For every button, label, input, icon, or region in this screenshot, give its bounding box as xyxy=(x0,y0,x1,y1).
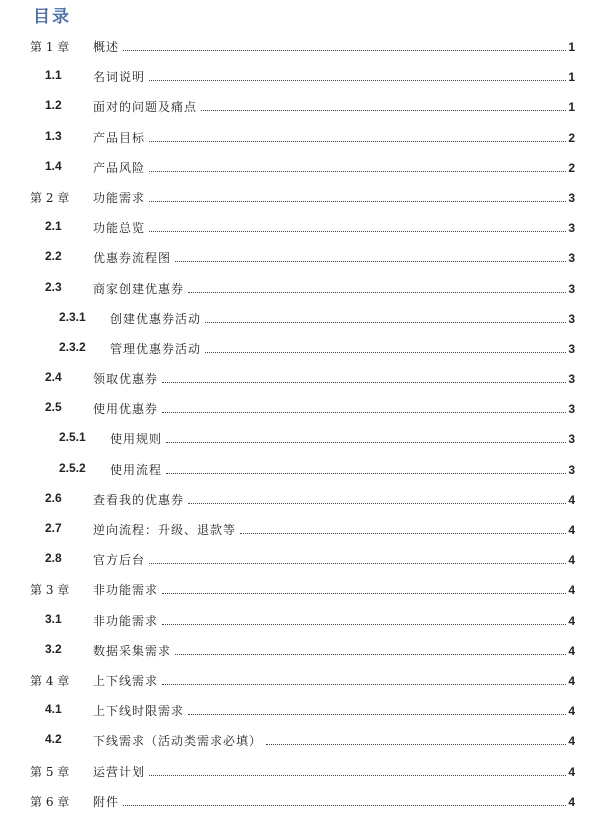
toc-entry-number: 2.5.2 xyxy=(59,460,86,475)
dot-leader xyxy=(149,170,566,172)
toc-entry-page-number: 4 xyxy=(568,523,575,537)
toc-entry-title[interactable]: 创建优惠券活动 xyxy=(110,311,202,326)
dot-leader xyxy=(149,200,566,202)
toc-entry-chapter[interactable] xyxy=(0,786,600,816)
toc-entry-line xyxy=(93,551,575,568)
toc-entry-section[interactable] xyxy=(0,363,600,393)
toc-entry-page-number: 3 xyxy=(568,311,575,326)
toc-entry-line xyxy=(93,612,575,629)
toc-entry-section[interactable] xyxy=(0,152,600,182)
toc-entry-section[interactable] xyxy=(0,91,600,121)
toc-entry-line xyxy=(93,521,575,538)
toc-entry-number: 第 6 章 xyxy=(30,794,70,809)
toc-entry-number: 2.3.1 xyxy=(59,309,86,324)
toc-entry-section[interactable] xyxy=(0,695,600,725)
toc-entry-line xyxy=(110,340,575,357)
toc-entry-line xyxy=(93,159,575,176)
toc-entry-page-number: 3 xyxy=(568,221,575,236)
dot-leader xyxy=(149,230,566,232)
toc-entry-section[interactable] xyxy=(0,605,600,635)
toc-entry-number: 第 4 章 xyxy=(30,673,70,688)
toc-entry-page-number: 3 xyxy=(568,251,575,266)
toc-entry-title[interactable]: 产品风险 xyxy=(93,160,146,175)
toc-entry-number: 2.7 xyxy=(45,521,62,535)
toc-entry-line xyxy=(93,249,575,266)
toc-entry-section[interactable] xyxy=(0,393,600,423)
toc-entry-line xyxy=(93,189,575,206)
toc-entry-number: 1.2 xyxy=(45,98,62,113)
toc-entry-page-number: 4 xyxy=(568,583,575,598)
toc-entry-section[interactable] xyxy=(0,212,600,242)
toc-entry-page-number: 1 xyxy=(568,70,575,85)
toc-entry-page-number: 4 xyxy=(568,673,575,688)
toc-entry-page-number: 4 xyxy=(568,764,575,779)
toc-entry-chapter[interactable] xyxy=(0,31,600,61)
toc-entry-page-number: 2 xyxy=(568,130,575,145)
toc-entry-title[interactable]: 使用优惠券 xyxy=(93,402,159,417)
toc-entry-line xyxy=(93,370,575,387)
dot-leader xyxy=(149,774,566,776)
dot-leader xyxy=(175,260,566,262)
toc-entry-page-number: 3 xyxy=(568,432,575,447)
toc-entry-section[interactable] xyxy=(0,725,600,755)
dot-leader xyxy=(149,140,566,142)
toc-entry-title[interactable]: 非功能需求 xyxy=(93,613,159,628)
toc-entry-title[interactable]: 名词说明 xyxy=(93,70,146,85)
toc-entry-line xyxy=(110,310,575,327)
toc-entry-title[interactable]: 优惠券流程图 xyxy=(93,251,172,266)
toc-entry-page-number: 3 xyxy=(568,372,575,387)
toc-entry-title[interactable]: 查看我的优惠券 xyxy=(93,492,185,507)
toc-entry-line xyxy=(110,461,575,478)
toc-entry-section[interactable] xyxy=(0,61,600,91)
toc-entry-line xyxy=(93,400,575,417)
toc-entry-section[interactable] xyxy=(0,273,600,303)
toc-entry-page-number: 2 xyxy=(568,160,575,175)
toc-entry-title[interactable]: 使用规则 xyxy=(110,432,163,447)
toc-entry-chapter[interactable] xyxy=(0,182,600,212)
toc-entry-chapter[interactable] xyxy=(0,756,600,786)
dot-leader xyxy=(266,743,566,745)
toc-entry-number: 1.1 xyxy=(45,68,62,83)
toc-entry-page-number: 1 xyxy=(568,40,575,54)
toc-entry-title[interactable]: 面对的问题及痛点 xyxy=(93,100,198,115)
table-of-contents xyxy=(0,31,600,816)
dot-leader xyxy=(123,49,566,51)
dot-leader xyxy=(162,623,566,625)
toc-entry-title[interactable]: 领取优惠券 xyxy=(93,372,159,387)
toc-entry-number: 2.6 xyxy=(45,490,62,505)
toc-entry-line xyxy=(93,581,575,598)
toc-entry-title[interactable]: 非功能需求 xyxy=(93,583,159,598)
toc-entry-title[interactable]: 上下线时限需求 xyxy=(93,704,185,719)
toc-entry-page-number: 3 xyxy=(568,281,575,296)
toc-entry-title[interactable]: 概述 xyxy=(93,40,120,54)
toc-entry-title[interactable]: 功能需求 xyxy=(93,190,146,205)
toc-entry-page-number: 4 xyxy=(568,734,575,749)
toc-entry-number: 4.2 xyxy=(45,732,62,747)
toc-entry-line xyxy=(93,98,575,115)
toc-entry-line xyxy=(93,491,575,508)
toc-entry-title[interactable]: 管理优惠券活动 xyxy=(110,341,202,356)
toc-entry-subsection[interactable] xyxy=(0,333,600,363)
toc-entry-line xyxy=(93,129,575,146)
dot-leader xyxy=(149,562,566,564)
toc-entry-number: 第 2 章 xyxy=(30,190,70,205)
toc-entry-number: 第 5 章 xyxy=(30,764,70,779)
toc-entry-number: 1.3 xyxy=(45,128,62,143)
toc-entry-section[interactable] xyxy=(0,484,600,514)
toc-entry-page-number: 3 xyxy=(568,341,575,356)
toc-entry-section[interactable] xyxy=(0,122,600,152)
toc-entry-number: 2.5.1 xyxy=(59,430,86,445)
toc-entry-number: 2.3.2 xyxy=(59,339,86,354)
toc-entry-title[interactable]: 逆向流程：升级、退款等 xyxy=(93,523,237,537)
toc-entry-title[interactable]: 数据采集需求 xyxy=(93,643,172,658)
toc-entry-page-number: 1 xyxy=(568,100,575,115)
toc-entry-title[interactable]: 产品目标 xyxy=(93,130,146,145)
dot-leader xyxy=(123,804,566,806)
toc-entry-line xyxy=(93,642,575,659)
dot-leader xyxy=(162,683,566,685)
dot-leader xyxy=(240,532,566,534)
toc-entry-line xyxy=(93,702,575,719)
toc-entry-line xyxy=(93,38,575,55)
dot-leader xyxy=(166,441,566,443)
dot-leader xyxy=(162,411,566,413)
toc-entry-title[interactable]: 官方后台 xyxy=(93,553,146,568)
toc-entry-number: 2.5 xyxy=(45,400,62,415)
dot-leader xyxy=(162,592,566,594)
toc-entry-subsection[interactable] xyxy=(0,423,600,453)
toc-entry-page-number: 4 xyxy=(568,553,575,568)
toc-entry-title[interactable]: 使用流程 xyxy=(110,462,163,477)
dot-leader xyxy=(166,472,566,474)
toc-entry-page-number: 3 xyxy=(568,190,575,205)
toc-entry-page-number: 3 xyxy=(568,462,575,477)
toc-entry-section[interactable] xyxy=(0,635,600,665)
toc-entry-page-number: 3 xyxy=(568,402,575,417)
toc-entry-line xyxy=(93,68,575,85)
toc-entry-page-number: 4 xyxy=(568,492,575,507)
dot-leader xyxy=(175,653,566,655)
toc-entry-number: 4.1 xyxy=(45,702,62,717)
dot-leader xyxy=(205,351,566,353)
toc-entry-line xyxy=(93,793,575,810)
toc-entry-number: 1.4 xyxy=(45,158,62,173)
toc-entry-title[interactable]: 附件 xyxy=(93,794,120,809)
dot-leader xyxy=(149,79,566,81)
toc-entry-subsection[interactable] xyxy=(0,454,600,484)
toc-entry-number: 3.1 xyxy=(45,611,62,626)
dot-leader xyxy=(188,291,566,293)
toc-entry-line xyxy=(93,219,575,236)
toc-entry-section[interactable] xyxy=(0,544,600,574)
dot-leader xyxy=(201,109,566,111)
toc-entry-title[interactable]: 下线需求（活动类需求必填） xyxy=(93,734,263,749)
toc-entry-page-number: 4 xyxy=(568,794,575,809)
dot-leader xyxy=(188,713,566,715)
toc-entry-number: 2.8 xyxy=(45,551,62,566)
toc-entry-number: 2.3 xyxy=(45,279,62,294)
toc-entry-page-number: 4 xyxy=(568,704,575,719)
toc-entry-line xyxy=(93,672,575,689)
toc-entry-title[interactable]: 上下线需求 xyxy=(93,673,159,688)
toc-entry-chapter[interactable] xyxy=(0,574,600,604)
toc-heading: 目录 xyxy=(33,7,71,27)
toc-entry-line xyxy=(93,732,575,749)
toc-entry-line xyxy=(93,763,575,780)
dot-leader xyxy=(205,321,566,323)
toc-entry-line xyxy=(110,430,575,447)
toc-entry-number: 第 3 章 xyxy=(30,583,70,598)
dot-leader xyxy=(162,381,566,383)
toc-entry-title[interactable]: 运营计划 xyxy=(93,764,146,779)
toc-entry-page-number: 4 xyxy=(568,613,575,628)
toc-entry-number: 3.2 xyxy=(45,641,62,656)
toc-entry-chapter[interactable] xyxy=(0,665,600,695)
toc-entry-number: 第 1 章 xyxy=(30,40,70,54)
toc-entry-number: 2.2 xyxy=(45,249,62,264)
toc-entry-page-number: 4 xyxy=(568,643,575,658)
toc-entry-section[interactable] xyxy=(0,514,600,544)
toc-entry-number: 2.1 xyxy=(45,219,62,234)
toc-entry-line xyxy=(93,280,575,297)
toc-entry-section[interactable] xyxy=(0,242,600,272)
toc-entry-number: 2.4 xyxy=(45,370,62,385)
toc-entry-subsection[interactable] xyxy=(0,303,600,333)
toc-entry-title[interactable]: 功能总览 xyxy=(93,221,146,236)
toc-entry-title[interactable]: 商家创建优惠券 xyxy=(93,281,185,296)
dot-leader xyxy=(188,502,566,504)
